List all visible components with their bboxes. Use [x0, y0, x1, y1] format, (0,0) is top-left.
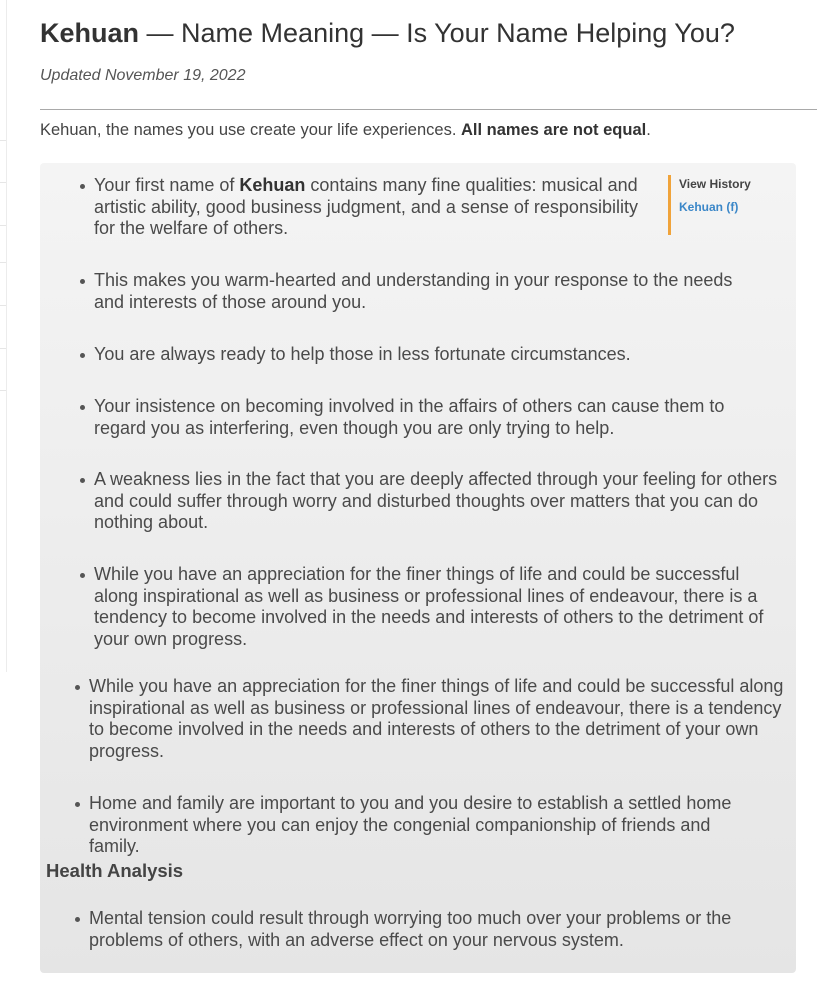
list-item: [94, 175, 650, 240]
list-item: Home and family are important to you and you desire to establish a settled home environment where you can enjoy the congenial companionship of friends and family.: [89, 793, 757, 858]
rail-divider: [0, 305, 6, 306]
title-rest: — Name Meaning — Is Your Name Helping You?: [139, 18, 735, 48]
intro-paragraph: [40, 121, 651, 140]
health-heading: Health Analysis: [46, 860, 184, 881]
intro-text: Kehuan, the names you use create your life experiences.: [40, 121, 461, 139]
bullet-name: Kehuan: [239, 175, 306, 195]
history-link-kehuan[interactable]: Kehuan (f): [679, 200, 739, 214]
left-rail: [0, 0, 7, 672]
divider: [40, 109, 817, 110]
rail-divider: [0, 348, 6, 349]
rail-divider: [0, 225, 6, 226]
view-history-panel: [668, 175, 789, 235]
intro-end: .: [646, 121, 651, 139]
title-name: Kehuan: [40, 18, 140, 48]
list-item: This makes you warm-hearted and understanding in your response to the needs and interests of those around you.: [94, 270, 756, 313]
list-item: While you have an appreciation for the finer things of life and could be successful along inspirational as well as business or professional lines of endeavour, there is a tendency to become involved in the needs and interests of others to the detriment of your own progress.: [89, 676, 787, 762]
bullet-text: Your first name of: [94, 175, 240, 195]
view-history-label: View History: [679, 177, 751, 191]
rail-divider: [0, 390, 6, 391]
list-item: While you have an appreciation for the finer things of life and could be successful along inspirational as well as business or professional lines of endeavour, there is a tendency to become involved in the needs and interests of others to the detriment of your own progress.: [94, 564, 784, 650]
page-title: [40, 18, 735, 49]
rail-divider: [0, 182, 6, 183]
rail-divider: [0, 262, 6, 263]
meaning-card: [40, 163, 796, 973]
list-item: You are always ready to help those in less fortunate circumstances.: [94, 344, 756, 366]
bullet-text: contains many fine qualities: musical and artistic ability, good business judgment, and a sense of responsibility for the welfare of others.: [94, 175, 638, 238]
intro-bold: All names are not equal: [461, 121, 647, 139]
list-item: Mental tension could result through worrying too much over your problems or the problems of others, with an adverse effect on your nervous system.: [89, 908, 779, 951]
updated-date: Updated November 19, 2022: [40, 67, 246, 84]
list-item: Your insistence on becoming involved in the affairs of others can cause them to regard you as interfering, even though you are only trying to help.: [94, 396, 770, 439]
list-item: A weakness lies in the fact that you are deeply affected through your feeling for others and could suffer through worry and disturbed thoughts over matters that you can do nothing about.: [94, 469, 790, 534]
rail-divider: [0, 140, 6, 141]
